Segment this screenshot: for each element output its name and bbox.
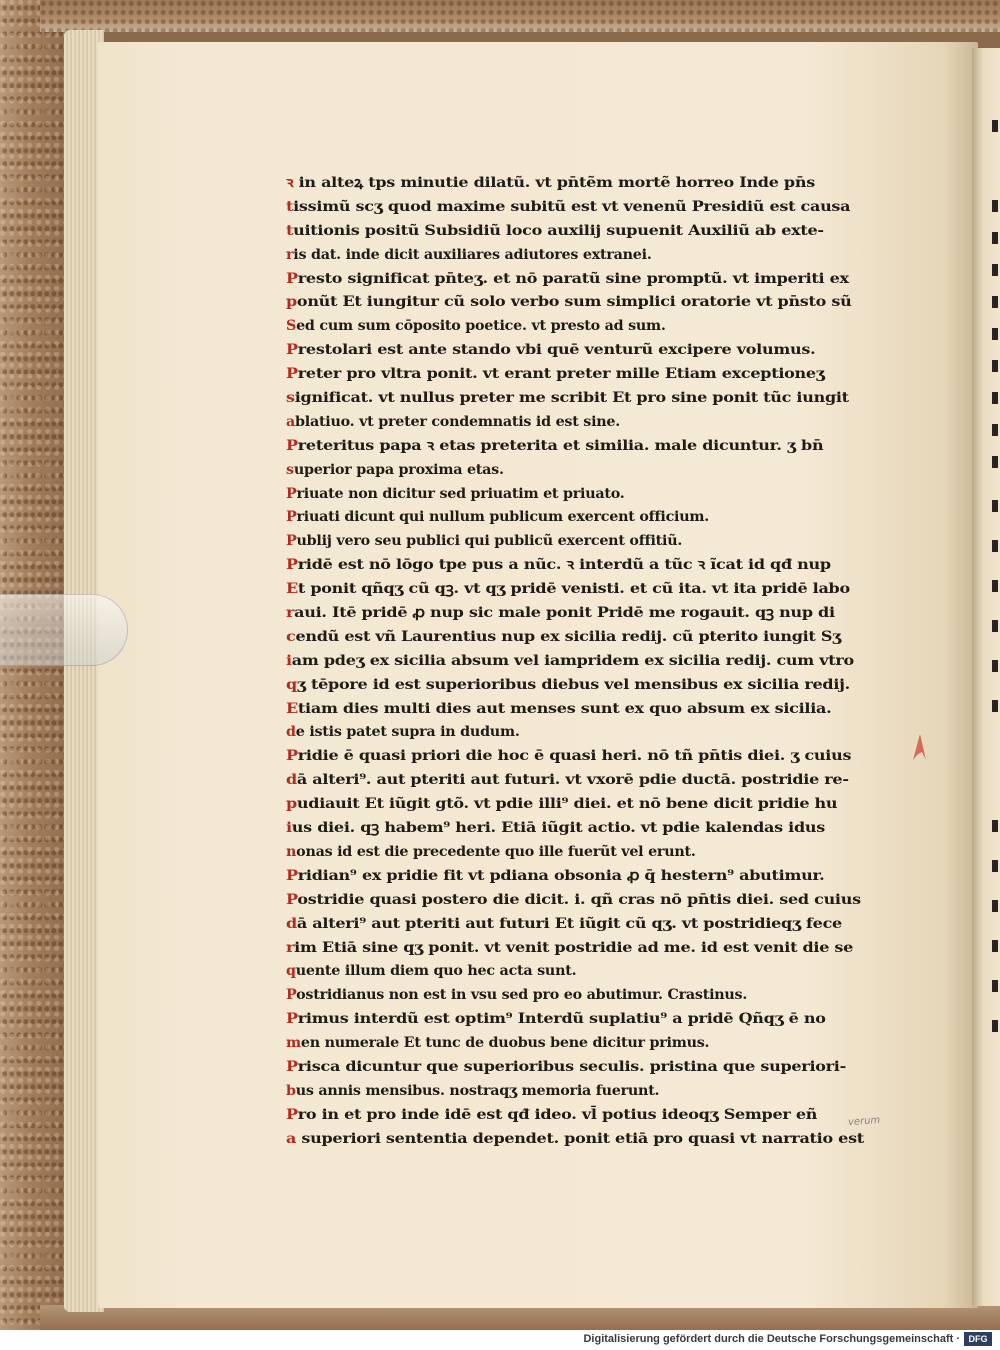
text-line <box>286 578 1000 602</box>
rubric-initial: p <box>286 294 297 311</box>
line-text: us annis mensibus. nostraqʒ memoria fuerunt. <box>295 1082 660 1099</box>
line-text: ā alteri⁹. aut pteriti aut futuri. vt vxorē pdie ductā. postridie re- <box>296 772 849 789</box>
line-text: issimũ scʒ quod maxime subitũ est vt venenũ Presidiũ est causa <box>293 198 851 215</box>
rubric-initial: P <box>286 533 297 550</box>
rubric-initial: S <box>286 318 297 335</box>
text-line <box>286 1080 926 1104</box>
line-text: ignificat. vt nullus preter me scribit Et pro sine ponit tũc iungit <box>294 390 849 407</box>
text-line <box>286 937 1000 961</box>
rubric-initial: P <box>286 1058 298 1075</box>
text-line <box>286 960 926 984</box>
text-line <box>286 363 1000 387</box>
line-text: aui. Itē pridē ꝓ nup sic male ponit Pridē me rogauit. qꝫ nup di <box>294 605 835 622</box>
printed-text-block <box>286 172 874 1152</box>
rubric-initial: P <box>286 987 297 1004</box>
text-line <box>286 196 1000 220</box>
line-text: en numerale Et tunc de duobus bene dicitur primus. <box>300 1035 710 1052</box>
line-text: e istis patet supra in dudum. <box>295 724 520 741</box>
leather-cover-bottom <box>40 1305 1000 1330</box>
rubric-initial: P <box>286 342 298 359</box>
line-text: reter pro vltra ponit. vt erant preter mille Etiam exceptioneʒ <box>297 366 825 383</box>
text-line <box>286 411 926 435</box>
line-text: ʒ tēpore id est superioribus diebus vel mensibus ex sicilia redij. <box>296 676 850 693</box>
rubric-initial: P <box>286 1106 298 1123</box>
text-line <box>286 602 1000 626</box>
rubric-initial: m <box>286 1035 301 1052</box>
text-line <box>286 841 926 865</box>
line-text: is dat. inde dicit auxiliares adiutores extranei. <box>293 246 652 263</box>
rubric-initial: b <box>286 1082 296 1099</box>
text-line <box>286 506 926 530</box>
line-text: endũ est vñ Laurentius nup ex sicilia redij. cũ pterito iungit Sʒ <box>295 628 841 645</box>
red-marginal-mark <box>910 730 930 764</box>
line-text: onũt Et iungitur cũ solo verbo sum simplici oratorie vt pn̄sto sũ <box>296 294 852 311</box>
line-text: t ponit qñqʒ cũ qꝫ. vt qʒ pridē venisti. et cũ ita. vt ita pridē labo <box>297 581 850 598</box>
text-line <box>286 172 1000 196</box>
rubric-initial: t <box>286 222 294 239</box>
text-line <box>286 793 1000 817</box>
line-text: riuati dicunt qui nullum publicum exercent officium. <box>296 509 709 526</box>
rubric-initial: P <box>286 485 297 502</box>
rubric-initial: s <box>286 461 294 478</box>
line-text: uitionis positũ Subsidiũ loco auxilij supuenit Auxiliũ ab exte- <box>293 222 824 239</box>
line-text: ublij vero seu publici qui publicũ exercent offitiũ. <box>296 533 683 550</box>
text-line <box>286 865 1000 889</box>
text-line <box>286 554 1000 578</box>
rubric-initial: q <box>286 676 297 693</box>
text-line <box>286 1128 1000 1152</box>
rubric-initial: E <box>286 581 298 598</box>
line-text: ro in et pro inde idē est qđ ideo. vl̄ potius ideoqʒ Semper eñ <box>297 1106 818 1123</box>
line-text: us diei. qꝫ habem⁹ heri. Etiā iũgit actio. vt pdie kalendas idus <box>291 820 825 837</box>
line-text: ridie ē quasi priori die hoc ē quasi heri. nō tñ pn̄tis diei. ʒ cuius <box>297 748 852 765</box>
rubric-initial: r <box>286 246 294 263</box>
rubric-initial: P <box>286 1011 298 1028</box>
line-text: im Etiā sine qʒ ponit. vt venit postridie ad me. id est venit die se <box>294 939 854 956</box>
text-line <box>286 1008 1000 1032</box>
rubric-initial: P <box>286 748 298 765</box>
text-line <box>286 745 1000 769</box>
rubric-initial: a <box>286 413 296 430</box>
text-line <box>286 530 926 554</box>
text-line <box>286 889 1000 913</box>
rubric-initial: i <box>286 820 292 837</box>
text-line <box>286 268 1000 292</box>
text-line <box>286 291 1000 315</box>
line-text: uperior papa proxima etas. <box>293 461 504 478</box>
line-text: riuate non dicitur sed priuatim et priuato. <box>296 485 625 502</box>
rubric-initial: n <box>286 843 297 860</box>
line-text: risca dicuntur que superioribus seculis. pristina que superiori- <box>297 1058 846 1075</box>
line-text: restolari est ante stando vbi quē venturũ excipere volumus. <box>297 342 816 359</box>
line-text: ā alteri⁹ aut pteriti aut futuri Et iũgit cũ qʒ. vt postridieqʒ fece <box>296 915 842 932</box>
rubric-initial: d <box>286 724 296 741</box>
text-line <box>286 721 926 745</box>
leather-cover-top <box>40 0 1000 32</box>
text-line <box>286 220 1000 244</box>
text-line <box>286 698 1000 722</box>
rubric-initial: a <box>286 1130 297 1147</box>
text-line <box>286 1104 1000 1128</box>
line-text: resto significat pn̄teʒ. et nō paratũ sine promptũ. vt imperiti ex <box>297 270 849 287</box>
rubric-initial: P <box>286 437 298 454</box>
line-text: uente illum diem quo hec acta sunt. <box>295 963 577 980</box>
text-line <box>286 315 926 339</box>
rubric-initial: ꝛ <box>286 175 294 191</box>
rubric-initial: P <box>286 891 298 908</box>
text-line <box>286 674 1000 698</box>
text-line <box>286 435 1000 459</box>
rubric-initial: d <box>286 772 297 789</box>
text-line <box>286 459 926 483</box>
text-line <box>286 650 1000 674</box>
rubric-initial: d <box>286 915 297 932</box>
text-line <box>286 1032 926 1056</box>
line-text: reteritus papa ꝛ etas preterita et similia. male dicuntur. ʒ bn̄ <box>297 437 824 454</box>
rubric-initial: P <box>286 366 298 383</box>
rubric-initial: E <box>286 700 298 717</box>
rubric-initial: P <box>286 270 298 287</box>
text-line <box>286 387 1000 411</box>
rubric-initial: r <box>286 605 295 622</box>
text-line <box>286 817 1000 841</box>
text-line <box>286 769 1000 793</box>
rubric-initial: P <box>286 557 298 574</box>
text-line <box>286 913 1000 937</box>
text-line <box>286 244 926 268</box>
text-line <box>286 339 1000 363</box>
line-text: am pdeʒ ex sicilia absum vel iampridem ex sicilia redij. cum vtro <box>291 652 854 669</box>
line-text: ed cum sum cōposito poetice. vt presto ad sum. <box>296 318 666 335</box>
line-text: blatiuo. vt preter condemnatis id est sine. <box>295 413 621 430</box>
rubric-initial: c <box>286 628 296 645</box>
line-text: rimus interdũ est optim⁹ Interdũ suplatiu⁹ a pridē Qñqʒ ē no <box>297 1011 826 1028</box>
line-text: ridian⁹ ex pridie fit vt pdiana obsonia ꝓ q̄ hestern⁹ abutimur. <box>297 867 825 884</box>
text-line <box>286 1056 1000 1080</box>
text-line <box>286 984 926 1008</box>
rubric-initial: P <box>286 509 297 526</box>
line-text: ostridianus non est in vsu sed pro eo abutimur. Crastinus. <box>296 987 748 1004</box>
rubric-initial: p <box>286 796 297 813</box>
rubric-initial: q <box>286 963 296 980</box>
line-text: ostridie quasi postero die dicit. i. qñ cras nō pn̄tis diei. sed cuius <box>297 891 861 908</box>
rubric-initial: i <box>286 652 292 669</box>
line-text: superiori sententia dependet. ponit etiā pro quasi vt narratio est <box>296 1130 864 1147</box>
dfg-logo: DFG <box>964 1332 992 1346</box>
line-text: tiam dies multi dies aut menses sunt ex quo absum ex sicilia. <box>297 700 832 717</box>
line-text: in alteꝝ tps minutie dilatũ. vt pn̄tẽm mortẽ horreo Inde pn̄s <box>293 175 815 191</box>
rubric-initial: P <box>286 867 298 884</box>
line-text: ridē est nō lōgo tpe pus a nũc. ꝛ interdũ a tũc ꝛ ĩcat id qđ nup <box>297 557 831 574</box>
line-text: udiauit Et iũgit gtõ. vt pdie illi⁹ diei. et nō bene dicit pridie hu <box>296 796 838 813</box>
page-clip-holder <box>0 594 128 666</box>
text-line <box>286 626 1000 650</box>
footer-credit: Digitalisierung gefördert durch die Deutsche Forschungsgemeinschaft · <box>583 1333 960 1345</box>
line-text: onas id est die precedente quo ille fuerũt vel erunt. <box>296 843 696 860</box>
rubric-initial: s <box>286 390 295 407</box>
rubric-initial: r <box>286 939 295 956</box>
handwritten-margin-note: verum <box>847 1114 881 1129</box>
text-line <box>286 483 926 507</box>
rubric-initial: t <box>286 198 294 215</box>
